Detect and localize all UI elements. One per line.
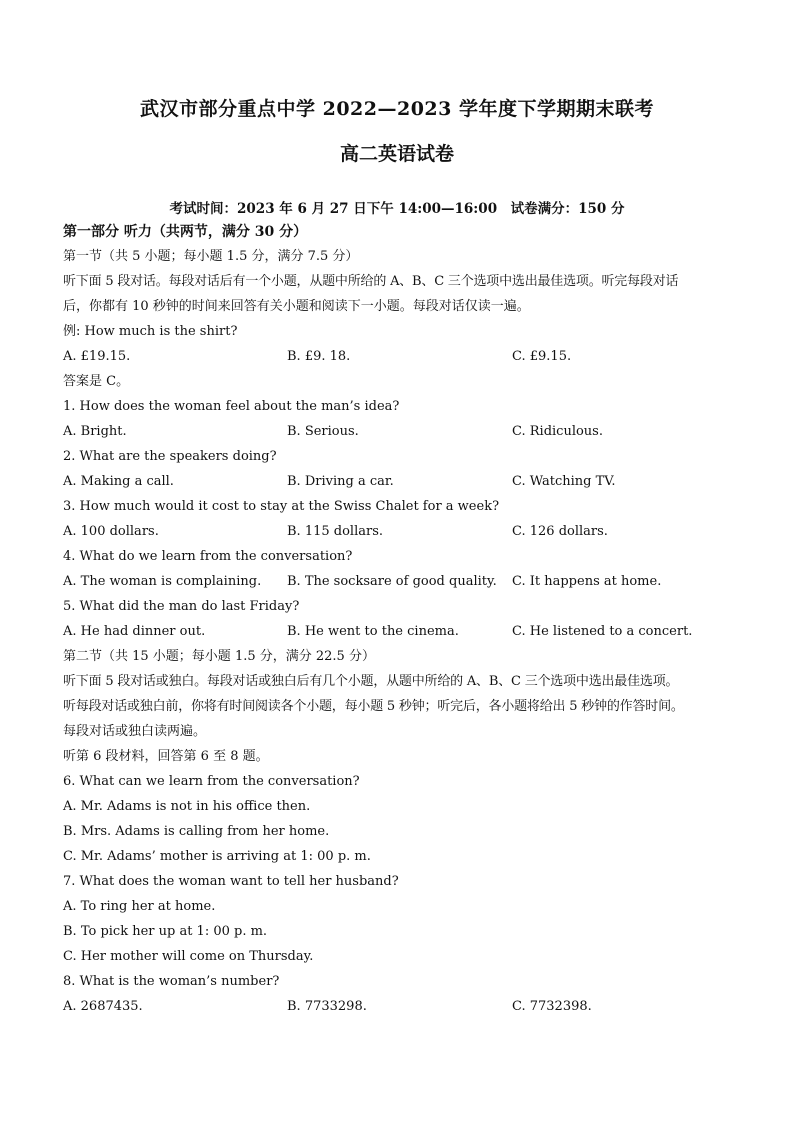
- q8-option-b: B. 7733298.: [287, 999, 367, 1014]
- question-2: 2. What are the speakers doing?: [63, 449, 277, 464]
- q4-option-a: A. The woman is complaining.: [63, 574, 262, 589]
- q1-option-b: B. Serious.: [287, 424, 359, 439]
- q5-option-a: A. He had dinner out.: [63, 624, 206, 639]
- part1-heading: 第一部分 听力（共两节，满分 30 分）: [63, 224, 308, 240]
- question-4: 4. What do we learn from the conversation?: [63, 549, 353, 564]
- q4-option-b: B. The socksare of good quality.: [287, 574, 497, 589]
- example-option-c: C. £9.15.: [512, 349, 572, 364]
- q3-option-c: C. 126 dollars.: [512, 524, 608, 539]
- q6-option-c: C. Mr. Adams’ mother is arriving at 1: 00 p. m.: [63, 849, 371, 864]
- q7-option-c: C. Her mother will come on Thursday.: [63, 949, 314, 964]
- example-question: 例: How much is the shirt?: [63, 324, 238, 339]
- exam-info: 考试时间：2023 年 6 月 27 日下午 14:00—16:00 试卷满分：150 分: [169, 201, 625, 217]
- section2-heading: 第二节（共 15 小题；每小题 1.5 分，满分 22.5 分）: [63, 649, 375, 664]
- question-3: 3. How much would it cost to stay at the Swiss Chalet for a week?: [63, 499, 500, 514]
- exam-subtitle: 高二英语试卷: [339, 143, 454, 165]
- example-answer: 答案是 C。: [63, 374, 130, 389]
- question-7: 7. What does the woman want to tell her husband?: [63, 874, 399, 889]
- q8-option-a: A. 2687435.: [63, 999, 143, 1014]
- section2-instructions-line3: 每段对话或独白读两遍。: [63, 724, 207, 739]
- section1-heading: 第一节（共 5 小题；每小题 1.5 分，满分 7.5 分）: [63, 249, 359, 264]
- q7-option-b: B. To pick her up at 1: 00 p. m.: [63, 924, 268, 939]
- q5-option-c: C. He listened to a concert.: [512, 624, 693, 639]
- q7-option-a: A. To ring her at home.: [63, 899, 216, 914]
- exam-title: 武汉市部分重点中学 2022—2023 学年度下学期期末联考: [140, 98, 654, 120]
- section1-instructions-line2: 后，你都有 10 秒钟的时间来回答有关小题和阅读下一小题。每段对话仅读一遍。: [63, 299, 530, 314]
- material-6-note: 听第 6 段材料，回答第 6 至 8 题。: [63, 749, 269, 764]
- q6-option-b: B. Mrs. Adams is calling from her home.: [63, 824, 330, 839]
- q1-option-c: C. Ridiculous.: [512, 424, 603, 439]
- q2-option-c: C. Watching TV.: [512, 474, 616, 489]
- q3-option-a: A. 100 dollars.: [63, 524, 159, 539]
- q2-option-b: B. Driving a car.: [287, 474, 394, 489]
- q3-option-b: B. 115 dollars.: [287, 524, 383, 539]
- q1-option-a: A. Bright.: [63, 424, 127, 439]
- question-8: 8. What is the woman’s number?: [63, 974, 280, 989]
- question-1: 1. How does the woman feel about the man’s idea?: [63, 399, 400, 414]
- example-option-b: B. £9. 18.: [287, 349, 351, 364]
- q6-option-a: A. Mr. Adams is not in his office then.: [63, 799, 311, 814]
- question-6: 6. What can we learn from the conversation?: [63, 774, 360, 789]
- q2-option-a: A. Making a call.: [63, 474, 174, 489]
- q8-option-c: C. 7732398.: [512, 999, 592, 1014]
- example-option-a: A. £19.15.: [63, 349, 131, 364]
- section2-instructions-line2: 听每段对话或独白前，你将有时间阅读各个小题，每小题 5 秒钟；听完后，各小题将给出 5 秒钟的作答时间。: [63, 699, 684, 714]
- q5-option-b: B. He went to the cinema.: [287, 624, 459, 639]
- question-5: 5. What did the man do last Friday?: [63, 599, 300, 614]
- q4-option-c: C. It happens at home.: [512, 574, 662, 589]
- section2-instructions-line1: 听下面 5 段对话或独白。每段对话或独白后有几个小题，从题中所给的 A、B、C 三个选项中选出最佳选项。: [63, 674, 679, 689]
- section1-instructions-line1: 听下面 5 段对话。每段对话后有一个小题，从题中所给的 A、B、C 三个选项中选出最佳选项。听完每段对话: [63, 274, 679, 289]
